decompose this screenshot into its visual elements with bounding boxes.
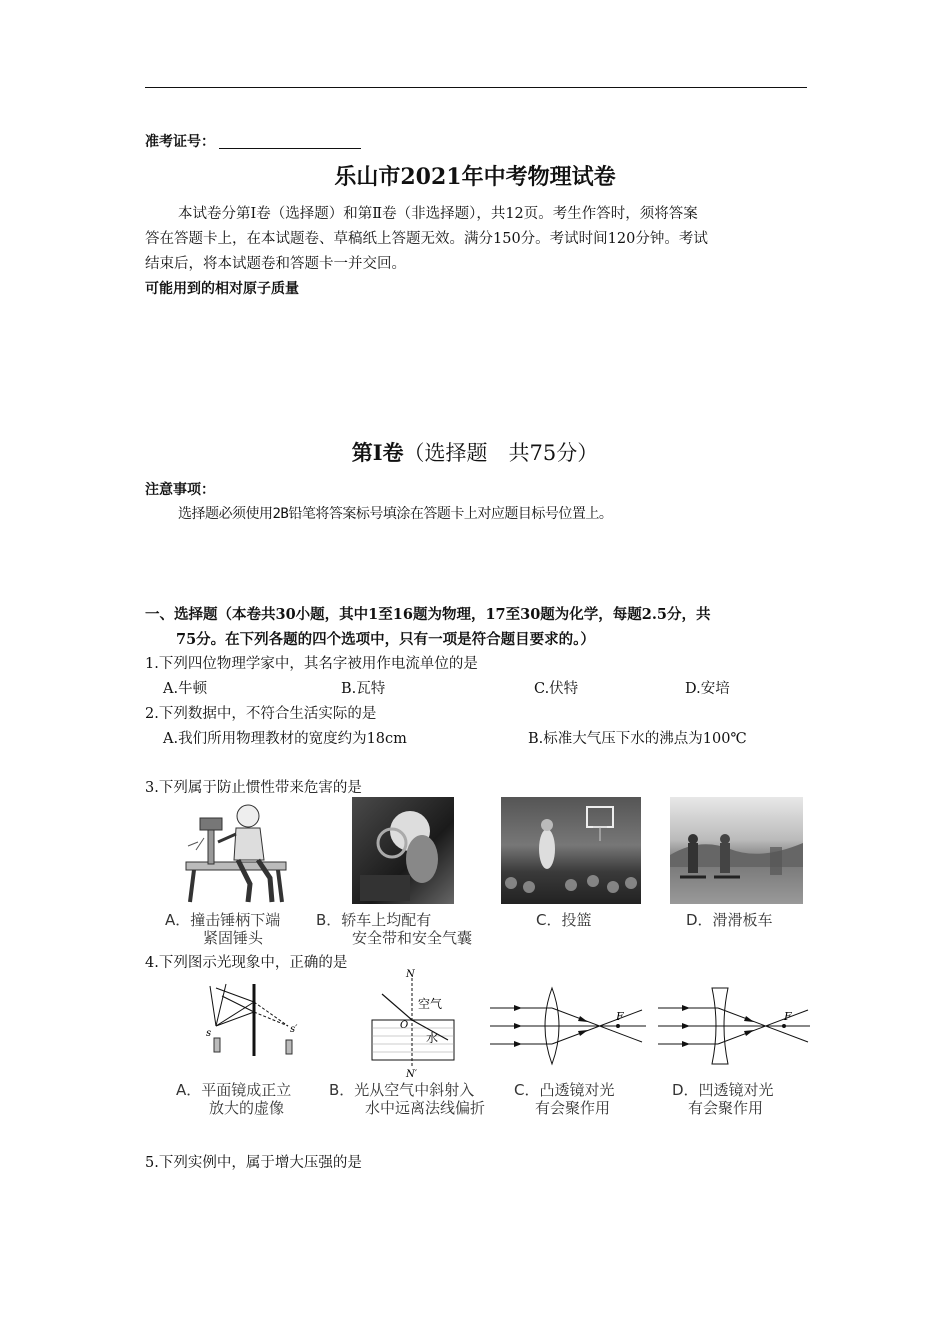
q5-stem: 5.下列实例中，属于增大压强的是 bbox=[145, 1155, 362, 1171]
intro-line-2: 答在答题卡上，在本试题卷、草稿纸上答题无效。满分150分。考试时间120分钟。考试 bbox=[145, 231, 708, 247]
part-heading-line-2: 75分。在下列各题的四个选项中，只有一项是符合题目要求的。） bbox=[176, 631, 595, 648]
q4-stem: 4.下列图示光现象中，正确的是 bbox=[145, 955, 348, 971]
q3-caption-c: C．投篮 bbox=[536, 911, 592, 929]
q4-figure-d-concave-lens bbox=[656, 986, 812, 1066]
q4-figure-c-convex-lens bbox=[488, 986, 648, 1066]
q2-option-b[interactable]: B.标准大气压下水的沸点为100℃ bbox=[528, 731, 747, 747]
q4-fig-d-focus-label: F bbox=[784, 1010, 792, 1023]
q4-fig-c-focus-label: F bbox=[616, 1010, 624, 1023]
q4-fig-a-object-label: s bbox=[206, 1028, 212, 1039]
q1-option-b[interactable]: B.瓦特 bbox=[341, 681, 386, 697]
intro-line-3: 结束后，将本试题卷和答题卡一并交回。 bbox=[145, 256, 406, 272]
q3-stem: 3.下列属于防止惯性带来危害的是 bbox=[145, 780, 362, 796]
q3-figure-d-skateboard bbox=[670, 797, 803, 904]
section-title-bold: 第Ⅰ卷 bbox=[351, 440, 404, 465]
q4-fig-b-origin-label: O bbox=[400, 1020, 409, 1031]
header-rule bbox=[145, 87, 807, 88]
q2-stem: 2.下列数据中，不符合生活实际的是 bbox=[145, 706, 377, 722]
q1-option-a[interactable]: A.牛顿 bbox=[163, 681, 208, 697]
q3-caption-a-line-2: 紧固锤头 bbox=[203, 929, 264, 947]
notice-text: 选择题必须使用2B铅笔将答案标号填涂在答题卡上对应题目标号位置上。 bbox=[178, 506, 613, 522]
q4-caption-c-line-1: C．凸透镜对光 bbox=[514, 1081, 615, 1099]
q1-option-d[interactable]: D.安培 bbox=[685, 681, 730, 697]
q4-caption-b-line-1: B．光从空气中斜射入 bbox=[329, 1081, 475, 1099]
intro-paragraph bbox=[145, 202, 810, 302]
atomic-mass-heading: 可能用到的相对原子质量 bbox=[145, 281, 299, 297]
exam-number-blank[interactable] bbox=[219, 134, 361, 149]
q4-caption-b-line-2: 水中远离法线偏折 bbox=[365, 1099, 486, 1117]
q3-caption-b-line-2: 安全带和安全气囊 bbox=[352, 929, 473, 947]
q4-caption-c-line-2: 有会聚作用 bbox=[535, 1099, 611, 1117]
q4-fig-a-image-label: s′ bbox=[290, 1024, 298, 1035]
q4-fig-b-water-label: 水 bbox=[426, 1031, 439, 1045]
q4-caption-d-line-1: D．凹透镜对光 bbox=[672, 1081, 774, 1099]
exam-number-field bbox=[145, 131, 361, 151]
q4-figure-a-plane-mirror bbox=[196, 978, 306, 1068]
q1-option-c[interactable]: C.伏特 bbox=[534, 681, 579, 697]
intro-line-1: 本试卷分第Ⅰ卷（选择题）和第Ⅱ卷（非选择题），共12页。考生作答时，须将答案 bbox=[178, 206, 698, 222]
q4-caption-a-line-1: A．平面镜成正立 bbox=[176, 1081, 292, 1099]
q4-figure-b-refraction bbox=[366, 966, 460, 1078]
q2-option-a[interactable]: A.我们所用物理教材的宽度约为18cm bbox=[163, 731, 407, 747]
q1-stem: 1.下列四位物理学家中，其名字被用作电流单位的是 bbox=[145, 656, 478, 672]
q4-fig-b-air-label: 空气 bbox=[418, 997, 443, 1011]
q3-figure-c-basketball bbox=[501, 797, 641, 904]
page-title: 乐山市2021年中考物理试卷 bbox=[334, 164, 616, 190]
q3-figure-b-airbag bbox=[352, 797, 454, 904]
q4-caption-a-line-2: 放大的虚像 bbox=[209, 1099, 285, 1117]
q3-figure-a-hammer bbox=[178, 798, 298, 906]
exam-number-label: 准考证号： bbox=[145, 134, 215, 150]
q3-caption-a-line-1: A．撞击锤柄下端 bbox=[165, 911, 281, 929]
notice-label: 注意事项： bbox=[145, 482, 215, 498]
q3-caption-b-line-1: B．轿车上均配有 bbox=[316, 911, 432, 929]
q3-caption-d: D．滑滑板车 bbox=[686, 911, 773, 929]
section-title-rest: （选择题 共75分） bbox=[403, 441, 599, 465]
part-heading-line-1: 一、选择题（本卷共30小题，其中1至16题为物理，17至30题为化学，每题2.5分，共 bbox=[145, 606, 711, 623]
q4-fig-b-normal-bottom: N′ bbox=[406, 1069, 418, 1078]
section-title bbox=[0, 437, 950, 467]
q4-fig-b-normal-top: N bbox=[406, 969, 415, 980]
q4-caption-d-line-2: 有会聚作用 bbox=[688, 1099, 764, 1117]
